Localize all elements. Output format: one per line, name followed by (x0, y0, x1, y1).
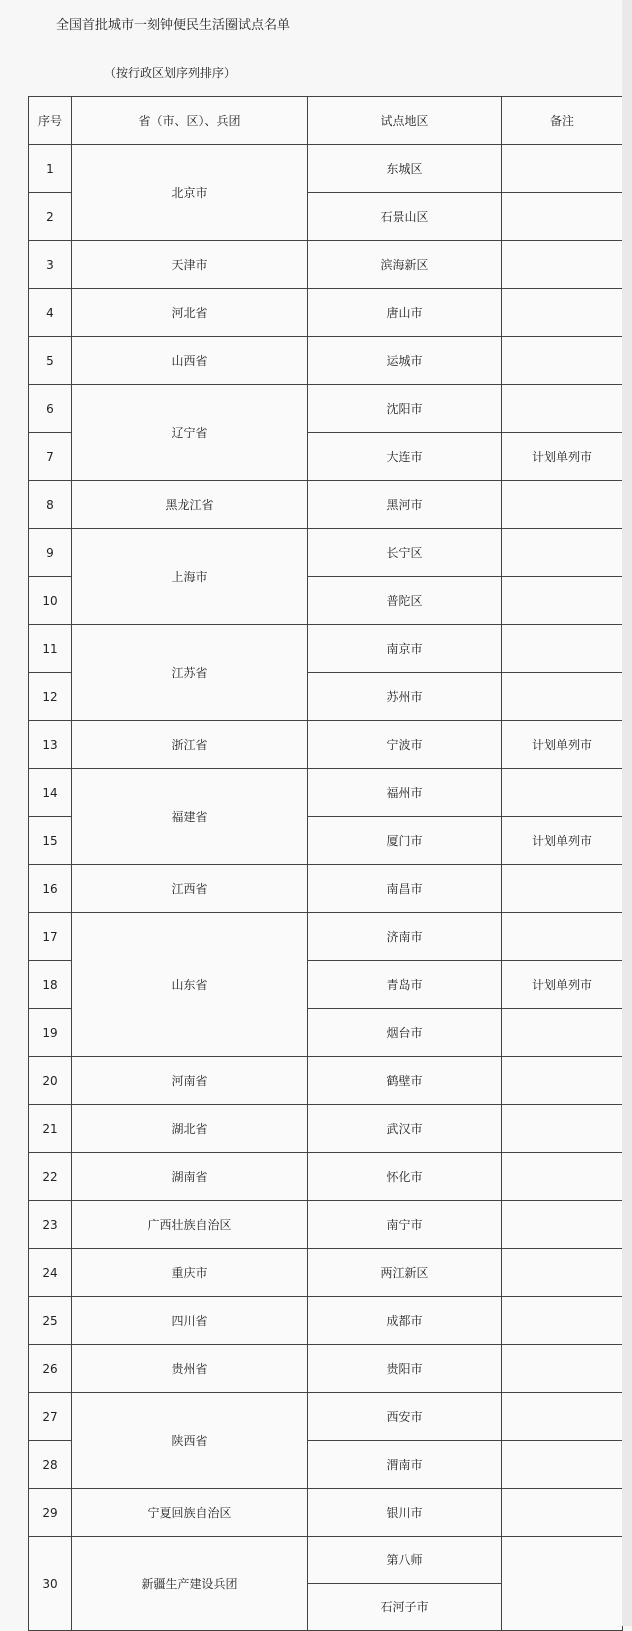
cell-area: 唐山市 (308, 289, 502, 337)
table-row (29, 1537, 623, 1631)
page-edge-shadow (622, 0, 632, 1626)
table-row (29, 1489, 623, 1537)
cell-note (502, 1345, 623, 1393)
cell-no: 17 (29, 913, 72, 961)
cell-no: 10 (29, 577, 72, 625)
pilot-list-table (28, 96, 623, 1631)
header-area: 试点地区 (308, 97, 502, 145)
cell-area-line: 第八师 (308, 1537, 501, 1584)
cell-area-line: 石河子市 (380, 1600, 429, 1614)
cell-province: 湖北省 (72, 1105, 308, 1153)
cell-area: 武汉市 (308, 1105, 502, 1153)
cell-area: 福州市 (308, 769, 502, 817)
cell-province: 浙江省 (72, 721, 308, 769)
cell-area: 两江新区 (308, 1249, 502, 1297)
cell-no: 19 (29, 1009, 72, 1057)
table-row (29, 337, 623, 385)
cell-note: 计划单列市 (502, 721, 623, 769)
cell-area: 苏州市 (308, 673, 502, 721)
cell-area: 烟台市 (308, 1009, 502, 1057)
cell-no: 4 (29, 289, 72, 337)
cell-area: 西安市 (308, 1393, 502, 1441)
cell-no: 3 (29, 241, 72, 289)
cell-province: 江苏省 (72, 625, 308, 721)
table-row (29, 1153, 623, 1201)
cell-province: 贵州省 (72, 1345, 308, 1393)
cell-area: 宁波市 (308, 721, 502, 769)
table-row (29, 1345, 623, 1393)
cell-province: 江西省 (72, 865, 308, 913)
cell-no: 16 (29, 865, 72, 913)
cell-province: 黑龙江省 (72, 481, 308, 529)
table-row (29, 385, 623, 433)
cell-area: 青岛市 (308, 961, 502, 1009)
cell-province: 河南省 (72, 1057, 308, 1105)
cell-note (502, 769, 623, 817)
table-row (29, 721, 623, 769)
cell-note (502, 1537, 623, 1631)
table-row (29, 289, 623, 337)
cell-area: 普陀区 (308, 577, 502, 625)
cell-area: 济南市 (308, 913, 502, 961)
table-row (29, 769, 623, 817)
cell-note (502, 577, 623, 625)
cell-no: 7 (29, 433, 72, 481)
cell-no: 30 (29, 1537, 72, 1631)
header-note: 备注 (502, 97, 623, 145)
cell-province: 北京市 (72, 145, 308, 241)
cell-area: 南京市 (308, 625, 502, 673)
table-header-row (29, 97, 623, 145)
cell-no: 22 (29, 1153, 72, 1201)
cell-province: 宁夏回族自治区 (72, 1489, 308, 1537)
table-row (29, 865, 623, 913)
cell-province: 辽宁省 (72, 385, 308, 481)
cell-note (502, 1201, 623, 1249)
cell-province: 四川省 (72, 1297, 308, 1345)
cell-province: 重庆市 (72, 1249, 308, 1297)
cell-note (502, 385, 623, 433)
cell-note (502, 913, 623, 961)
cell-note: 计划单列市 (502, 961, 623, 1009)
cell-note (502, 145, 623, 193)
cell-no: 2 (29, 193, 72, 241)
cell-note (502, 529, 623, 577)
table-row (29, 529, 623, 577)
cell-area: 长宁区 (308, 529, 502, 577)
cell-no: 26 (29, 1345, 72, 1393)
cell-province: 新疆生产建设兵团 (72, 1537, 308, 1631)
cell-note (502, 1489, 623, 1537)
document-subtitle: （按行政区划序列排序） (104, 66, 237, 80)
cell-no: 21 (29, 1105, 72, 1153)
cell-no: 18 (29, 961, 72, 1009)
cell-note (502, 289, 623, 337)
document-title: 全国首批城市一刻钟便民生活圈试点名单 (56, 18, 291, 33)
table-row (29, 1249, 623, 1297)
cell-area: 东城区 (308, 145, 502, 193)
table-row (29, 1105, 623, 1153)
table-body (29, 145, 623, 1631)
cell-note (502, 1153, 623, 1201)
cell-area: 怀化市 (308, 1153, 502, 1201)
cell-no: 6 (29, 385, 72, 433)
cell-note (502, 1441, 623, 1489)
cell-note (502, 337, 623, 385)
table-row (29, 1297, 623, 1345)
table-row (29, 1057, 623, 1105)
cell-province: 广西壮族自治区 (72, 1201, 308, 1249)
cell-area: 厦门市 (308, 817, 502, 865)
cell-area: 成都市 (308, 1297, 502, 1345)
cell-province: 陕西省 (72, 1393, 308, 1489)
cell-no: 25 (29, 1297, 72, 1345)
cell-province: 山东省 (72, 913, 308, 1057)
cell-province: 上海市 (72, 529, 308, 625)
cell-note (502, 1297, 623, 1345)
cell-area: 鹤壁市 (308, 1057, 502, 1105)
cell-no: 8 (29, 481, 72, 529)
cell-note (502, 193, 623, 241)
cell-no: 5 (29, 337, 72, 385)
cell-note (502, 481, 623, 529)
cell-area: 沈阳市 (308, 385, 502, 433)
cell-province: 河北省 (72, 289, 308, 337)
cell-note (502, 673, 623, 721)
cell-no: 15 (29, 817, 72, 865)
cell-note (502, 865, 623, 913)
cell-no: 14 (29, 769, 72, 817)
cell-no: 29 (29, 1489, 72, 1537)
cell-note: 计划单列市 (502, 817, 623, 865)
cell-area: 大连市 (308, 433, 502, 481)
cell-no: 11 (29, 625, 72, 673)
table-row (29, 241, 623, 289)
table-row (29, 145, 623, 193)
cell-province: 湖南省 (72, 1153, 308, 1201)
cell-note (502, 1105, 623, 1153)
cell-area: 石景山区 (308, 193, 502, 241)
cell-province: 福建省 (72, 769, 308, 865)
cell-note: 计划单列市 (502, 433, 623, 481)
cell-no: 9 (29, 529, 72, 577)
cell-area: 银川市 (308, 1489, 502, 1537)
cell-note (502, 1249, 623, 1297)
cell-area: 黑河市 (308, 481, 502, 529)
table-row (29, 1201, 623, 1249)
cell-no: 13 (29, 721, 72, 769)
table-row (29, 481, 623, 529)
cell-area (308, 1537, 502, 1631)
cell-area: 运城市 (308, 337, 502, 385)
cell-no: 20 (29, 1057, 72, 1105)
cell-note (502, 241, 623, 289)
cell-no: 28 (29, 1441, 72, 1489)
cell-note (502, 1057, 623, 1105)
cell-note (502, 625, 623, 673)
cell-area: 滨海新区 (308, 241, 502, 289)
table-row (29, 913, 623, 961)
cell-province: 天津市 (72, 241, 308, 289)
cell-province: 山西省 (72, 337, 308, 385)
cell-note (502, 1393, 623, 1441)
header-no: 序号 (29, 97, 72, 145)
cell-no: 24 (29, 1249, 72, 1297)
cell-note (502, 1009, 623, 1057)
cell-area: 渭南市 (308, 1441, 502, 1489)
cell-no: 12 (29, 673, 72, 721)
cell-no: 1 (29, 145, 72, 193)
cell-no: 27 (29, 1393, 72, 1441)
table-row (29, 1393, 623, 1441)
cell-area: 南昌市 (308, 865, 502, 913)
cell-area: 贵阳市 (308, 1345, 502, 1393)
cell-area: 南宁市 (308, 1201, 502, 1249)
header-province: 省（市、区）、兵团 (72, 97, 308, 145)
table-row (29, 625, 623, 673)
cell-no: 23 (29, 1201, 72, 1249)
